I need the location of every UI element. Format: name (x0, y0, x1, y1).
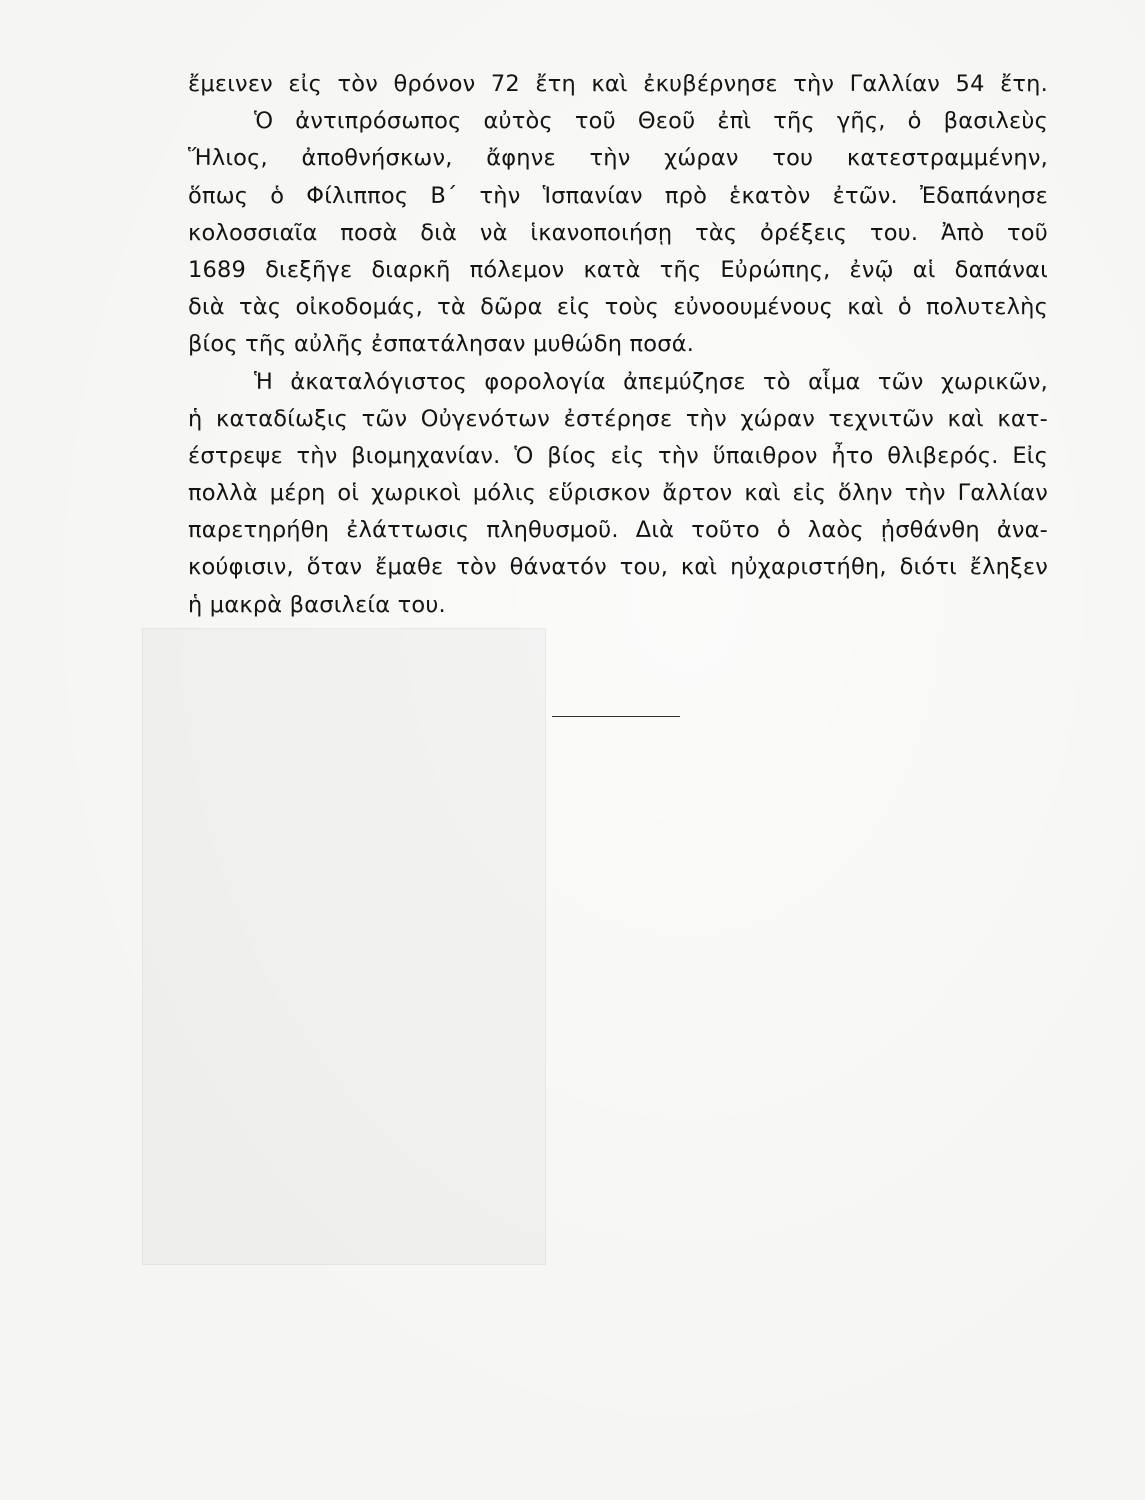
text-line: έστρεψε τὴν βιομηχανίαν. Ὁ βίος εἰς τὴν ὕπαιθρον ἦτο θλιβερός. Εἰς (188, 442, 1048, 469)
section-divider (552, 716, 680, 717)
text-line: ἡ καταδίωξις τῶν Οὐγενότων ἐστέρησε τὴν χώραν τεχνιτῶν καὶ κατ- (188, 405, 1048, 432)
text-line: 1689 διεξῆγε διαρκῆ πόλεμον κατὰ τῆς Εὐρώπης, ἐνῷ αἱ δαπάναι (188, 256, 1048, 283)
text-line: Ἡ ἀκαταλόγιστος φορολογία ἀπεμύζησε τὸ αἷμα τῶν χωρικῶν, (254, 368, 1048, 395)
text-line: κούφισιν, ὅταν ἔμαθε τὸν θάνατόν του, καὶ ηὐχαριστήθη, διότι ἔληξεν (188, 554, 1048, 581)
text-line: πολλὰ μέρη οἱ χωρικοὶ μόλις εὕρισκον ἄρτον καὶ εἰς ὅλην τὴν Γαλλίαν (188, 480, 1048, 507)
text-line: ὅπως ὁ Φίλιππος Β΄ τὴν Ἱσπανίαν πρὸ ἑκατὸν ἐτῶν. Ἐδαπάνησε (188, 182, 1048, 209)
text-line: ἡ μακρὰ βασιλεία του. (188, 591, 446, 618)
bleed-through-picture (142, 628, 546, 1265)
body-text (188, 66, 1048, 624)
text-line: παρετηρήθη ἐλάττωσις πληθυσμοῦ. Διὰ τοῦτο ὁ λαὸς ᾐσθάνθη ἀνα- (188, 517, 1048, 544)
text-line: Ὁ ἀντιπρόσωπος αὐτὸς τοῦ Θεοῦ ἐπὶ τῆς γῆς, ὁ βασιλεὺς (254, 108, 1048, 135)
text-line: κολοσσιαῖα ποσὰ διὰ νὰ ἱκανοποιήσῃ τὰς ὀρέξεις του. Ἀπὸ τοῦ (188, 219, 1048, 246)
text-line: βίος τῆς αὐλῆς ἐσπατάλησαν μυθώδη ποσά. (188, 331, 695, 358)
text-line: Ἥλιος, ἀποθνήσκων, ἄφηνε τὴν χώραν του κατεστραμμένην, (188, 145, 1048, 172)
text-line: διὰ τὰς οἰκοδομάς, τὰ δῶρα εἰς τοὺς εὐνοουμένους καὶ ὁ πολυτελὴς (188, 294, 1048, 321)
text-line: ἔμεινεν εἰς τὸν θρόνον 72 ἔτη καὶ ἐκυβέρνησε τὴν Γαλλίαν 54 ἔτη. (188, 71, 1048, 97)
